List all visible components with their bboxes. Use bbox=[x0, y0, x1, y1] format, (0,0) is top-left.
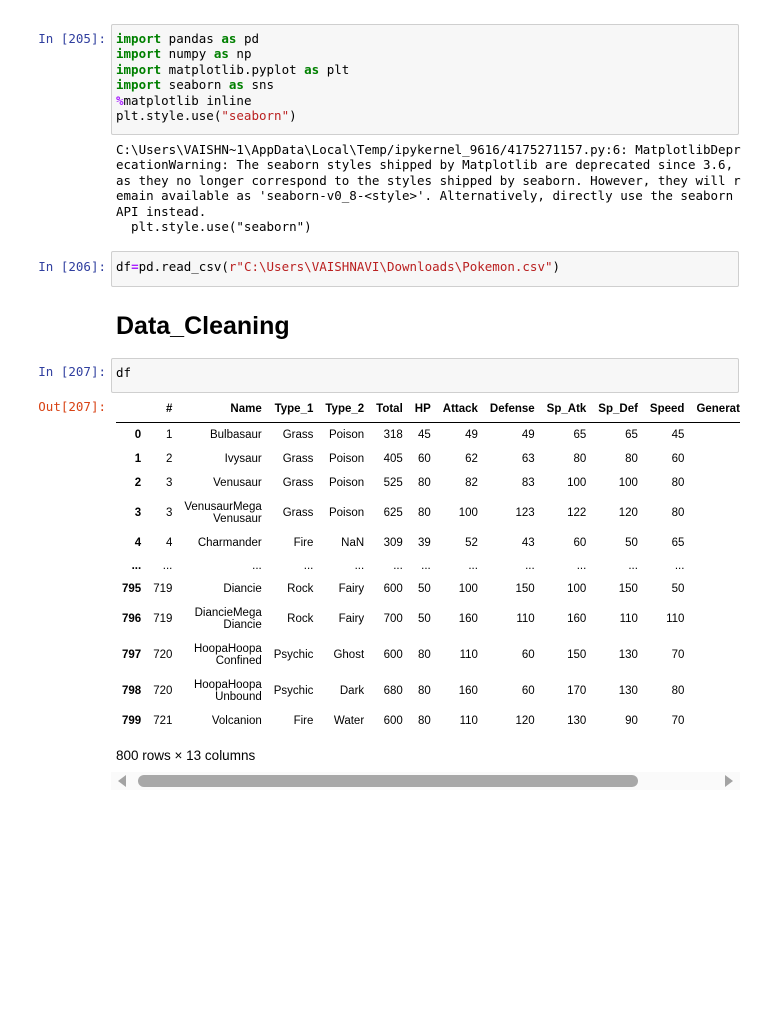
column-header: Name bbox=[178, 396, 267, 423]
column-header: Type_2 bbox=[319, 396, 370, 423]
table-row bbox=[116, 447, 740, 471]
table-cell: Rock bbox=[287, 582, 314, 595]
table-cell: 50 bbox=[671, 582, 685, 595]
table-cell: HoopaHoopa Unbound bbox=[193, 678, 262, 703]
table-cell: Fire bbox=[293, 714, 314, 727]
row-index: 0 bbox=[134, 428, 142, 441]
code-cell-206[interactable] bbox=[111, 251, 739, 287]
row-index: 3 bbox=[134, 506, 142, 519]
table-cell: 309 bbox=[383, 536, 403, 549]
table-cell: 65 bbox=[573, 428, 587, 441]
code-input[interactable]: df bbox=[116, 365, 132, 380]
table-cell: 100 bbox=[458, 582, 478, 595]
table-cell: ... bbox=[468, 559, 478, 572]
column-header: HP bbox=[409, 396, 437, 423]
table-cell: 719 bbox=[153, 612, 173, 625]
table-row bbox=[116, 673, 740, 709]
table-cell: Fire bbox=[293, 536, 314, 549]
table-cell: Ghost bbox=[333, 648, 365, 661]
table-cell: 719 bbox=[153, 582, 173, 595]
table-cell: 405 bbox=[383, 452, 403, 465]
table-cell: 60 bbox=[573, 536, 587, 549]
table-cell: 60 bbox=[671, 452, 685, 465]
table-cell: 80 bbox=[417, 476, 431, 489]
row-index: 799 bbox=[122, 714, 142, 727]
table-cell: 50 bbox=[417, 612, 431, 625]
table-cell: Psychic bbox=[273, 684, 314, 697]
markdown-heading: Data_Cleaning bbox=[116, 312, 290, 340]
table-cell: 122 bbox=[567, 506, 587, 519]
table-cell: DiancieMega Diancie bbox=[194, 606, 262, 631]
table-row bbox=[116, 495, 740, 531]
column-header: # bbox=[147, 396, 178, 423]
table-cell: 49 bbox=[521, 428, 535, 441]
table-cell: Poison bbox=[328, 452, 365, 465]
column-header: Defense bbox=[484, 396, 541, 423]
table-cell: 600 bbox=[383, 582, 403, 595]
table-cell: 120 bbox=[515, 714, 535, 727]
table-cell: 318 bbox=[383, 428, 403, 441]
table-cell: Charmander bbox=[197, 536, 262, 549]
table-cell: Diancie bbox=[223, 582, 262, 595]
code-input[interactable]: import pandas as pd import numpy as np import matplotlib.pyplot as plt import seaborn as sns %matplotlib inline plt.style.use("seaborn") bbox=[116, 31, 350, 124]
table-cell: 525 bbox=[383, 476, 403, 489]
column-header: Generat bbox=[690, 396, 740, 423]
table-cell: 600 bbox=[383, 714, 403, 727]
table-cell: Venusaur bbox=[213, 476, 262, 489]
table-cell: 150 bbox=[567, 648, 587, 661]
table-cell: 150 bbox=[618, 582, 638, 595]
dataframe-output bbox=[116, 396, 740, 736]
table-cell: Fairy bbox=[338, 582, 365, 595]
table-cell: 110 bbox=[619, 612, 638, 625]
table-cell: 43 bbox=[521, 536, 535, 549]
table-cell: 2 bbox=[165, 452, 173, 465]
table-cell: 83 bbox=[521, 476, 535, 489]
table-cell: ... bbox=[393, 559, 403, 572]
table-cell: Poison bbox=[328, 476, 365, 489]
table-cell: 62 bbox=[465, 452, 478, 465]
code-cell-207[interactable] bbox=[111, 358, 739, 393]
row-index: 797 bbox=[122, 648, 142, 661]
table-header-row bbox=[116, 396, 740, 423]
table-cell: 45 bbox=[417, 428, 431, 441]
table-cell: NaN bbox=[341, 536, 365, 549]
table-cell: 80 bbox=[417, 714, 431, 727]
table-cell: Bulbasaur bbox=[209, 428, 262, 441]
scrollbar-thumb[interactable] bbox=[138, 775, 638, 787]
table-cell: 110 bbox=[459, 714, 478, 727]
table-cell: 720 bbox=[153, 648, 173, 661]
table-row bbox=[116, 577, 740, 601]
table-cell: Grass bbox=[282, 506, 314, 519]
table-cell: 80 bbox=[671, 476, 685, 489]
stderr-output: C:\Users\VAISHN~1\AppData\Local\Temp/ipykernel_9616/4175271157.py:6: MatplotlibDepr ecationWarning: The seaborn styles shipped by Matplotlib are deprecated since 3.6, as they no longer correspond to the styles shipped by seaborn. However, they will r emain available as 'seaborn-v0_8-<style>'. Alternatively, directly use the seaborn API instead. plt.style.use("seaborn") bbox=[116, 142, 741, 235]
row-index: 798 bbox=[122, 684, 142, 697]
table-cell: 63 bbox=[521, 452, 535, 465]
table-cell: Poison bbox=[328, 428, 365, 441]
code-input[interactable]: df=pd.read_csv(r"C:\Users\VAISHNAVI\Downloads\Pokemon.csv") bbox=[116, 259, 561, 274]
table-cell: Dark bbox=[339, 684, 365, 697]
cell-prompt-205: In [205]: bbox=[38, 31, 106, 46]
table-row bbox=[116, 637, 740, 673]
table-cell: 45 bbox=[671, 428, 685, 441]
out-prompt-207: Out[207]: bbox=[38, 399, 106, 414]
table-cell: 49 bbox=[465, 428, 478, 441]
table-cell: 600 bbox=[383, 648, 403, 661]
table-row bbox=[116, 601, 740, 637]
table-cell: 60 bbox=[521, 684, 535, 697]
table-row bbox=[116, 555, 740, 577]
dataframe-shape: 800 rows × 13 columns bbox=[116, 748, 256, 763]
row-index: 2 bbox=[134, 476, 142, 489]
table-cell: 82 bbox=[465, 476, 478, 489]
table-cell: Rock bbox=[287, 612, 314, 625]
scroll-left-icon[interactable] bbox=[118, 775, 126, 787]
table-cell: ... bbox=[628, 559, 638, 572]
column-header: Type_1 bbox=[268, 396, 320, 423]
table-cell: 1 bbox=[165, 428, 173, 441]
dataframe-table bbox=[116, 396, 740, 733]
table-cell: 70 bbox=[671, 714, 685, 727]
table-cell: 52 bbox=[465, 536, 478, 549]
table-cell: 130 bbox=[567, 714, 587, 727]
table-cell: 720 bbox=[153, 684, 173, 697]
table-cell: ... bbox=[303, 559, 314, 572]
table-cell: ... bbox=[162, 559, 173, 572]
table-cell: 65 bbox=[671, 536, 685, 549]
table-cell: 160 bbox=[458, 612, 478, 625]
table-cell: 120 bbox=[618, 506, 638, 519]
table-cell: ... bbox=[252, 559, 262, 572]
cell-prompt-206: In [206]: bbox=[38, 259, 106, 274]
table-cell: ... bbox=[354, 559, 365, 572]
table-cell: 110 bbox=[516, 612, 535, 625]
table-cell: 39 bbox=[417, 536, 431, 549]
table-cell: VenusaurMega Venusaur bbox=[184, 500, 262, 525]
table-cell: 150 bbox=[515, 582, 535, 595]
table-cell: 70 bbox=[671, 648, 685, 661]
table-cell: 50 bbox=[625, 536, 638, 549]
table-cell: ... bbox=[674, 559, 685, 572]
table-cell: 160 bbox=[567, 612, 587, 625]
table-cell: 123 bbox=[515, 506, 535, 519]
table-cell: 721 bbox=[153, 714, 173, 727]
table-cell: 100 bbox=[567, 582, 587, 595]
table-cell: ... bbox=[576, 559, 587, 572]
table-cell: 170 bbox=[567, 684, 587, 697]
column-header: Speed bbox=[644, 396, 691, 423]
table-cell: 60 bbox=[521, 648, 535, 661]
table-row bbox=[116, 531, 740, 555]
row-index: 1 bbox=[134, 452, 142, 465]
row-index: ... bbox=[131, 559, 142, 572]
table-cell: 110 bbox=[459, 648, 478, 661]
table-cell: 625 bbox=[383, 506, 403, 519]
code-cell-205[interactable] bbox=[111, 24, 739, 135]
table-cell: Grass bbox=[282, 428, 314, 441]
column-header: Total bbox=[370, 396, 409, 423]
table-cell: 100 bbox=[618, 476, 638, 489]
cell-prompt-207: In [207]: bbox=[38, 364, 106, 379]
scroll-right-icon[interactable] bbox=[725, 775, 733, 787]
table-cell: 80 bbox=[573, 452, 587, 465]
table-cell: 80 bbox=[625, 452, 638, 465]
table-cell: Volcanion bbox=[211, 714, 262, 727]
table-cell: Fairy bbox=[338, 612, 365, 625]
table-cell: 65 bbox=[625, 428, 638, 441]
table-cell: 110 bbox=[666, 612, 685, 625]
table-cell: 60 bbox=[417, 452, 431, 465]
table-cell: Poison bbox=[328, 506, 365, 519]
table-cell: ... bbox=[525, 559, 535, 572]
index-header bbox=[116, 396, 147, 423]
table-cell: 700 bbox=[383, 612, 403, 625]
table-cell: 130 bbox=[618, 684, 638, 697]
horizontal-scrollbar[interactable] bbox=[111, 772, 740, 790]
column-header: Sp_Atk bbox=[541, 396, 593, 423]
table-cell: 80 bbox=[417, 648, 431, 661]
table-row bbox=[116, 471, 740, 495]
table-cell: 80 bbox=[417, 684, 431, 697]
table-cell: Grass bbox=[282, 452, 314, 465]
table-cell: 680 bbox=[383, 684, 403, 697]
table-cell: Ivysaur bbox=[224, 452, 262, 465]
column-header: Sp_Def bbox=[592, 396, 644, 423]
table-row bbox=[116, 709, 740, 733]
column-header: Attack bbox=[437, 396, 484, 423]
table-cell: 50 bbox=[417, 582, 431, 595]
row-index: 796 bbox=[122, 612, 142, 625]
table-cell: 80 bbox=[671, 684, 685, 697]
table-cell: 90 bbox=[625, 714, 638, 727]
table-cell: 3 bbox=[165, 506, 173, 519]
table-cell: 80 bbox=[671, 506, 685, 519]
table-cell: 130 bbox=[618, 648, 638, 661]
table-cell: HoopaHoopa Confined bbox=[193, 642, 262, 667]
row-index: 4 bbox=[134, 536, 142, 549]
table-row bbox=[116, 423, 740, 447]
table-cell: Water bbox=[333, 714, 365, 727]
table-body bbox=[116, 423, 740, 733]
table-cell: 4 bbox=[165, 536, 173, 549]
table-cell: Grass bbox=[282, 476, 314, 489]
table-cell: Psychic bbox=[273, 648, 314, 661]
table-cell: 160 bbox=[458, 684, 478, 697]
table-cell: ... bbox=[421, 559, 431, 572]
table-cell: 100 bbox=[458, 506, 478, 519]
table-cell: 100 bbox=[567, 476, 587, 489]
row-index: 795 bbox=[122, 582, 142, 595]
table-cell: 80 bbox=[417, 506, 431, 519]
table-cell: 3 bbox=[165, 476, 173, 489]
